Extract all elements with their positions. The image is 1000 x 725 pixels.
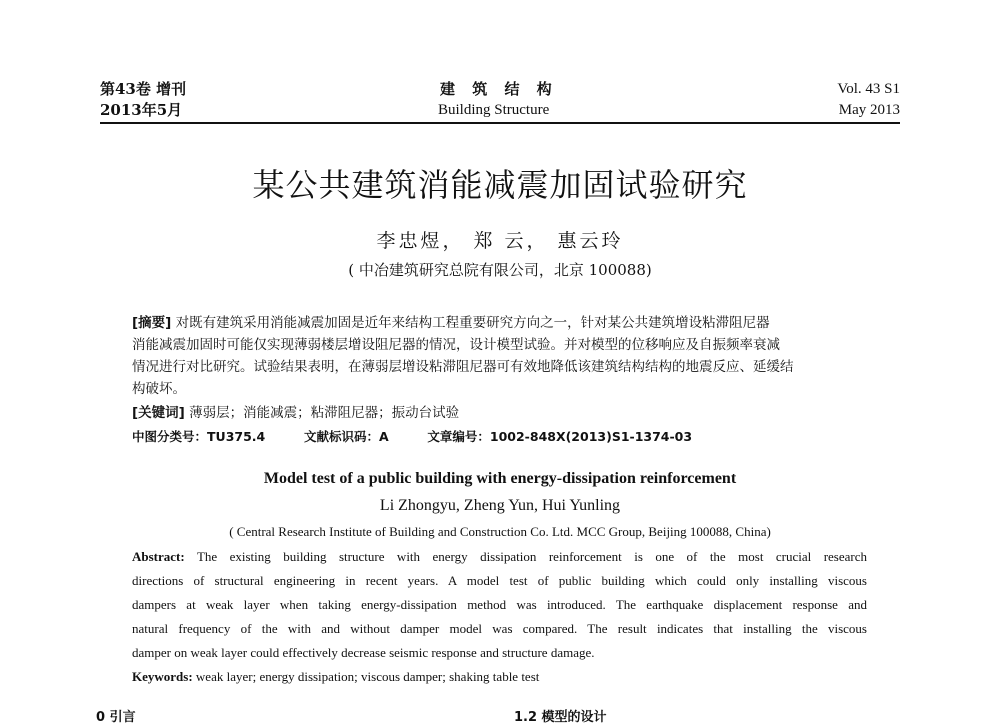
volume-en: Vol. 43 S1 [837, 81, 900, 97]
classification-line [132, 426, 692, 448]
keywords-cn-text: 薄弱层；消能减震；粘滞阻尼器；振动台试验 [189, 405, 460, 421]
keywords-cn-label: [关键词] [132, 405, 185, 421]
journal-cn: 建 筑 结 构 [440, 80, 558, 98]
doc-code-label: 文献标识码： [303, 429, 379, 444]
abstract-en-label: Abstract: [132, 549, 185, 564]
journal-en: Building Structure [438, 102, 550, 118]
keywords-en [132, 665, 867, 689]
abstract-cn-line: 消能减震加固时可能仅实现薄弱楼层增设阻尼器的情况，设计模型试验。并对模型的位移响应及自振频率衰减 [132, 337, 780, 353]
abstract-cn-line: 构破坏。 [132, 381, 186, 397]
abstract-cn-text: 对既有建筑采用消能减震加固是近年来结构工程重要研究方向之一，针对某公共建筑增设粘滞阻尼器 [175, 315, 770, 331]
title-en: Model test of a public building with energy-dissipation reinforcement [263, 470, 737, 487]
title-cn: 某公共建筑消能减震加固试验研究 [252, 166, 748, 204]
volume-cn: 第43卷 增刊 [100, 80, 187, 98]
clc-value: TU375.4 [207, 429, 266, 444]
abstract-en-line: damper on weak layer could effectively decrease seismic response and structure damage. [132, 645, 595, 660]
abstract-en-line: natural frequency of the with and without damper model was compared. The result indicates that installing the viscous [132, 621, 867, 636]
authors-cn: 李忠煜， 郑 云， 惠云玲 [376, 230, 624, 252]
article-no-value: 1002-848X(2013)S1-1374-03 [489, 429, 693, 444]
date-cn: 2013年5月 [100, 101, 183, 119]
keywords-en-text: weak layer; energy dissipation; viscous damper; shaking table test [195, 669, 540, 684]
abstract-cn-label: [摘要] [132, 315, 172, 331]
authors-en: Li Zhongyu, Zheng Yun, Hui Yunling [379, 497, 621, 514]
abstract-cn-line [132, 312, 770, 334]
abstract-en-line: directions of structural engineering in recent years. A model test of public building which could only installing viscous [132, 573, 867, 588]
article-no-label: 文章编号： [427, 429, 490, 444]
keywords-en-label: Keywords: [132, 669, 193, 684]
date-en: May 2013 [838, 102, 900, 118]
abstract-en-text: The existing building structure with energy dissipation reinforcement is one of the most crucial research [196, 549, 867, 564]
abstract-en-line [132, 545, 867, 569]
abstract-en-line: dampers at weak layer when taking energy-dissipation method was introduced. The earthquake displacement response and [132, 597, 867, 612]
abstract-cn-line: 情况进行对比研究。试验结果表明，在薄弱层增设粘滞阻尼器可有效地降低该建筑结构结构的地震反应、延缓结 [132, 359, 794, 375]
doc-code-value: A [378, 429, 389, 444]
clc-label: 中图分类号： [132, 429, 208, 444]
affiliation-en: ( Central Research Institute of Building and Construction Co. Ltd. MCC Group, Beijing 100088, China) [229, 524, 771, 539]
section-heading-model-design: 1.2 模型的设计 [514, 710, 607, 725]
section-heading-intro: 0 引言 [96, 710, 136, 725]
header-rule [100, 122, 900, 124]
keywords-cn [132, 402, 459, 424]
affiliation-cn: ( 中冶建筑研究总院有限公司，北京 100088) [348, 261, 652, 279]
